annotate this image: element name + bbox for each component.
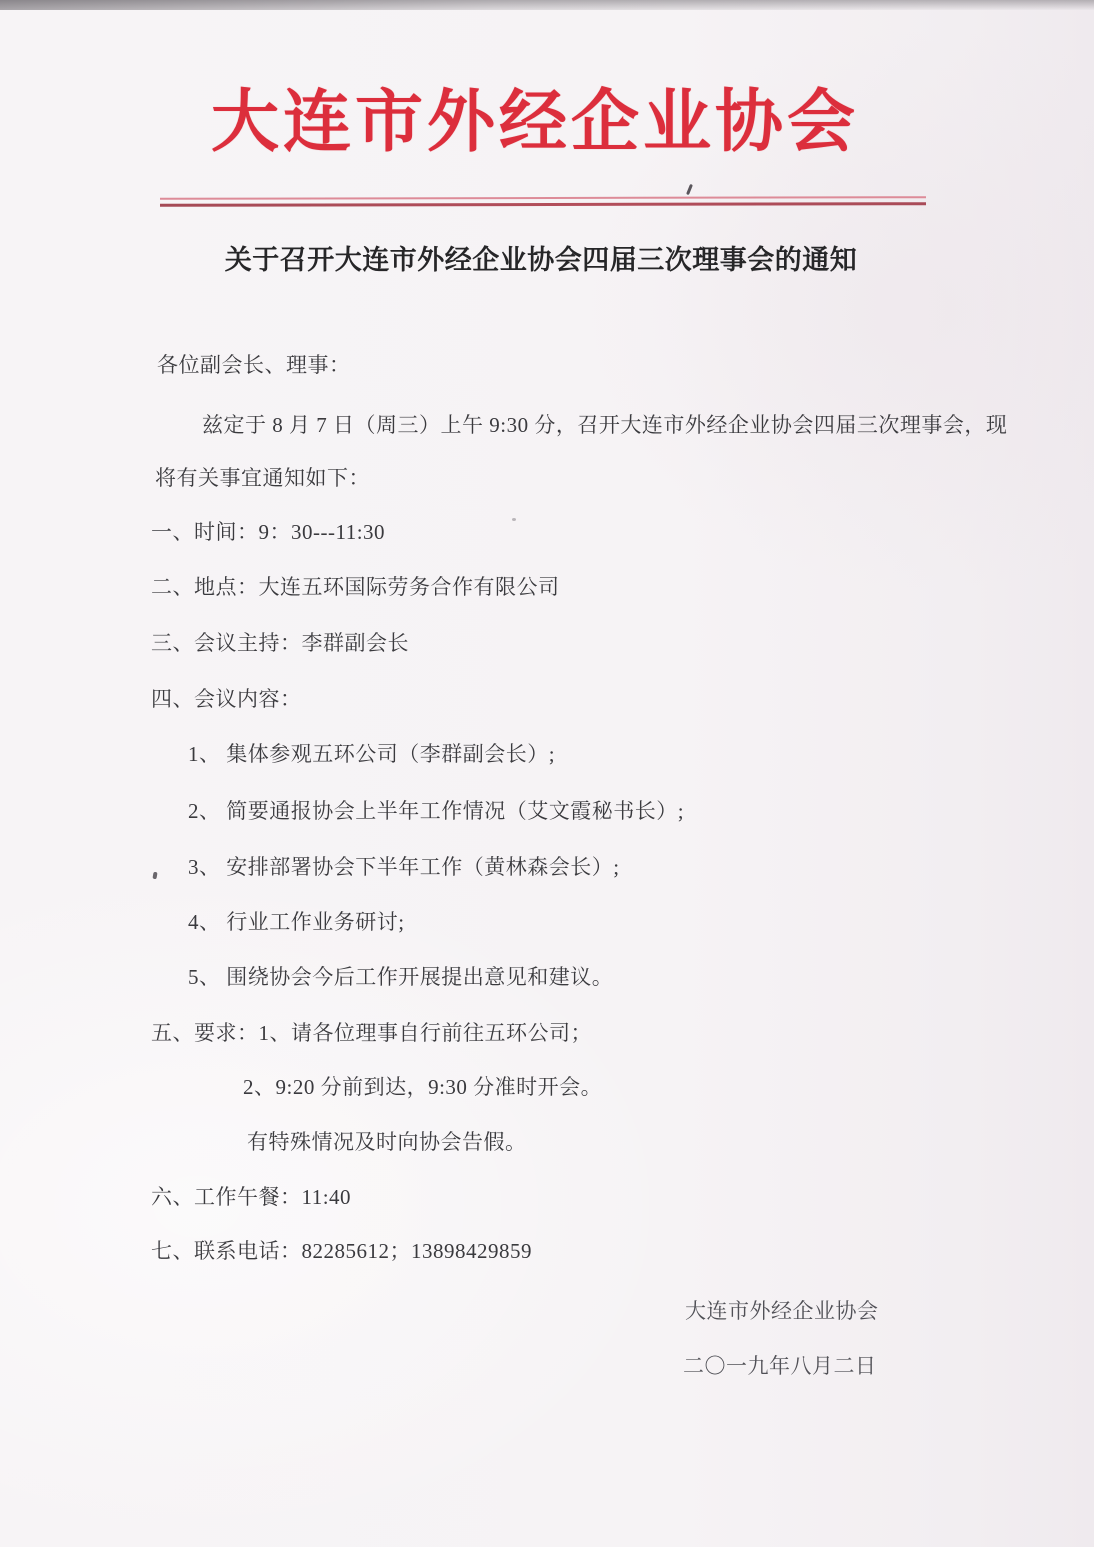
agenda-item-5: 5、 围绕协会今后工作开展提出意见和建议。	[188, 965, 614, 989]
salutation-line: 各位副会长、理事：	[157, 353, 351, 377]
contact-line: 七、联系电话：82285612；13898429859	[151, 1239, 532, 1263]
requirement-line-3: 有特殊情况及时向协会告假。	[247, 1130, 527, 1154]
agenda-item-4: 4、 行业工作业务研讨;	[188, 910, 405, 934]
intro-line-1: 兹定于 8 月 7 日（周三）上午 9:30 分，召开大连市外经企业协会四届三次理事会，现	[202, 413, 1008, 437]
scan-speck-3	[512, 518, 516, 521]
signature-org: 大连市外经企业协会	[685, 1299, 879, 1323]
lunch-line: 六、工作午餐：11:40	[151, 1185, 352, 1209]
letterhead-title: 大连市外经企业协会	[210, 84, 859, 160]
agenda-item-2: 2、 简要通报协会上半年工作情况（艾文霞秘书长）;	[188, 799, 685, 823]
divider-line-bottom	[160, 202, 926, 207]
scan-speck-1	[686, 184, 693, 195]
section-host: 三、会议主持：李群副会长	[151, 631, 409, 655]
signature-date: 二〇一九年八月二日	[683, 1354, 877, 1378]
requirement-line-1: 五、要求：1、请各位理事自行前往五环公司；	[151, 1021, 592, 1045]
agenda-item-1: 1、 集体参观五环公司（李群副会长）;	[188, 742, 556, 766]
notice-title: 关于召开大连市外经企业协会四届三次理事会的通知	[224, 245, 858, 275]
scan-edge-artifact	[0, 0, 1094, 10]
intro-line-2: 将有关事宜通知如下：	[155, 466, 370, 490]
scan-speck-2	[152, 872, 157, 880]
requirement-line-2: 2、9:20 分前到达，9:30 分准时开会。	[243, 1075, 603, 1099]
agenda-item-3: 3、 安排部署协会下半年工作（黄林森会长）;	[188, 855, 620, 879]
section-location: 二、地点：大连五环国际劳务合作有限公司	[151, 575, 560, 599]
section-time: 一、时间：9：30---11:30	[151, 520, 386, 544]
section-agenda-label: 四、会议内容：	[151, 687, 302, 711]
letterhead-divider	[160, 197, 926, 207]
